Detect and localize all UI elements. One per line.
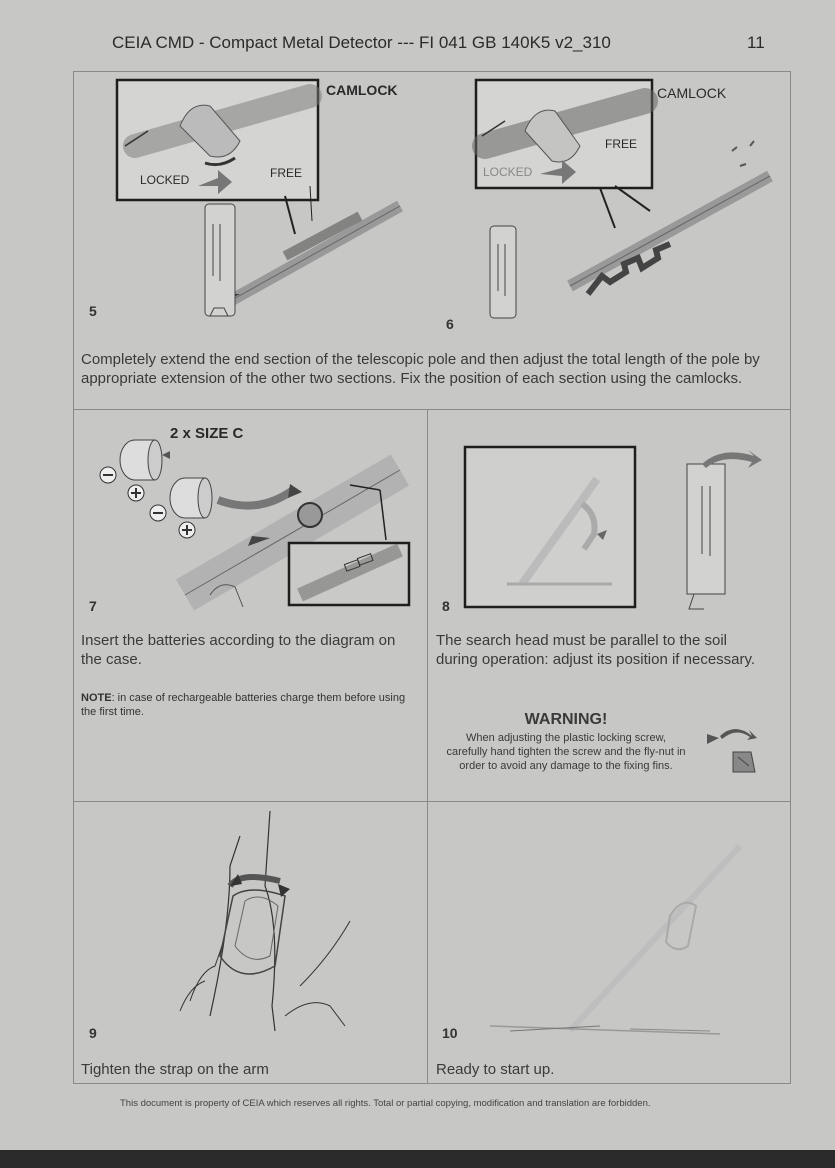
step10-instruction-text: Ready to start up. <box>436 1061 555 1078</box>
step9-instruction-text: Tighten the strap on the arm <box>81 1061 269 1078</box>
divider-column <box>427 409 428 1084</box>
step6-illustration <box>470 76 790 326</box>
step10-number: 10 <box>442 1025 458 1041</box>
step6-label-free: FREE <box>605 137 638 151</box>
step7-battery-label: 2 x SIZE C <box>170 425 244 442</box>
step9-illustration <box>160 806 375 1031</box>
page-header-title: CEIA CMD - Compact Metal Detector --- FI 041 GB 140K5 v2_310 <box>112 33 611 52</box>
step5-label-locked: LOCKED <box>140 173 190 187</box>
step8-illustration <box>462 444 762 614</box>
step7-instruction-text: Insert the batteries according to the diagram on the case. <box>81 632 396 668</box>
step5-number: 5 <box>89 303 97 319</box>
step8-warning-text: When adjusting the plastic locking screw, carefully hand tighten the screw and the fly-nut in order to avoid any damage to the fixing fins. <box>446 732 686 772</box>
step6-number: 6 <box>446 316 454 332</box>
divider-row2 <box>73 801 791 802</box>
step8-number: 8 <box>442 598 450 614</box>
row1-instruction-text: Completely extend the end section of the telescopic pole and then adjust the total length of the pole by appropriate extension of the other two sections. Fix the position of each section using the camlocks. <box>81 351 760 387</box>
step5-label-free: FREE <box>270 166 303 180</box>
page-number: 11 <box>747 33 765 52</box>
step7-number: 7 <box>89 598 97 614</box>
warning-screw-icon <box>705 722 765 782</box>
step8-instruction-text: The search head must be parallel to the soil during operation: adjust its position if necessary. <box>436 632 756 668</box>
step7-note-label: NOTE <box>81 692 112 704</box>
scan-bottom-edge <box>0 1150 835 1168</box>
step5-illustration <box>80 76 420 326</box>
step6-label-camlock: CAMLOCK <box>657 85 727 101</box>
step7-note-text: : in case of rechargeable batteries charge them before using the first time. <box>81 692 406 718</box>
step7-illustration <box>90 420 420 615</box>
step6-label-locked: LOCKED <box>483 165 533 179</box>
step7-note <box>81 691 411 719</box>
page-footer: This document is property of CEIA which reserves all rights. Total or partial copying, modification and translation are forbidden. <box>120 1098 651 1109</box>
step10-illustration <box>480 816 770 1046</box>
step9-number: 9 <box>89 1025 97 1041</box>
divider-row1 <box>73 409 791 410</box>
step5-label-camlock: CAMLOCK <box>326 82 398 98</box>
step8-warning-title: WARNING! <box>524 711 608 728</box>
